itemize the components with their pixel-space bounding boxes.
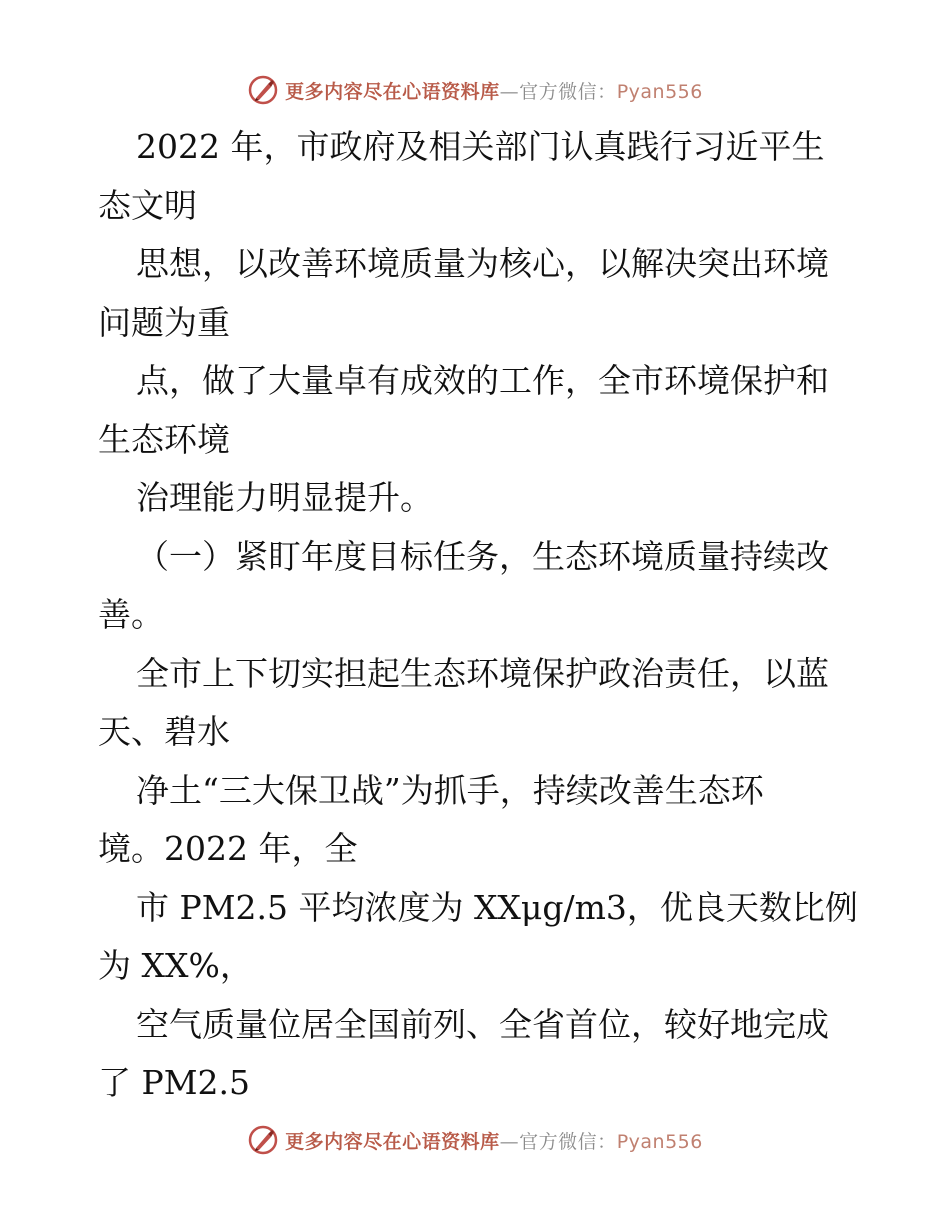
- text-line: 点，做了大量卓有成效的工作，全市环境保护和: [136, 361, 829, 400]
- wechat-id: Pyan556: [616, 80, 703, 103]
- text-line: 治理能力明显提升。: [136, 478, 433, 517]
- text-line: 2022 年，市政府及相关部门认真践行习近平生: [136, 127, 825, 166]
- text-line: 为 XX%，: [98, 946, 253, 985]
- banner-text: [285, 1127, 703, 1154]
- text-line: 天、碧水: [98, 712, 230, 751]
- section-heading-continued: 善。: [98, 595, 164, 634]
- wechat-label: 官方微信：: [519, 80, 617, 103]
- text-line: 问题为重: [98, 302, 230, 342]
- banner-content: [247, 74, 703, 106]
- banner-separator: —: [499, 1130, 520, 1153]
- site-name: 更多内容尽在心语资料库: [285, 80, 500, 103]
- wechat-id: Pyan556: [616, 1130, 703, 1153]
- text-line: 生态环境: [98, 419, 230, 459]
- text-line: 了 PM2.5: [98, 1063, 250, 1102]
- document-body: [98, 118, 868, 1113]
- footer-banner: [0, 1120, 950, 1160]
- banner-content: [247, 1124, 703, 1156]
- text-line: 空气质量位居全国前列、全省首位，较好地完成: [136, 1004, 829, 1044]
- banner-separator: —: [499, 80, 520, 103]
- text-line: 思想，以改善环境质量为核心，以解决突出环境: [136, 244, 829, 283]
- text-line: 境。2022 年，全: [98, 829, 358, 868]
- wechat-label: 官方微信：: [519, 1130, 617, 1153]
- banner-text: [285, 77, 703, 104]
- site-name: 更多内容尽在心语资料库: [285, 1130, 500, 1153]
- text-line: 态文明: [98, 185, 197, 225]
- header-banner: [0, 70, 950, 110]
- section-heading: （一）紧盯年度目标任务，生态环境质量持续改: [136, 536, 829, 576]
- text-line: 全市上下切实担起生态环境保护政治责任，以蓝: [136, 653, 829, 693]
- text-line: 净土“三大保卫战”为抓手，持续改善生态环: [136, 770, 764, 810]
- pen-logo-icon: [247, 74, 279, 106]
- pen-logo-icon: [247, 1124, 279, 1156]
- text-line: 市 PM2.5 平均浓度为 XXμg/m3，优良天数比例: [136, 887, 858, 927]
